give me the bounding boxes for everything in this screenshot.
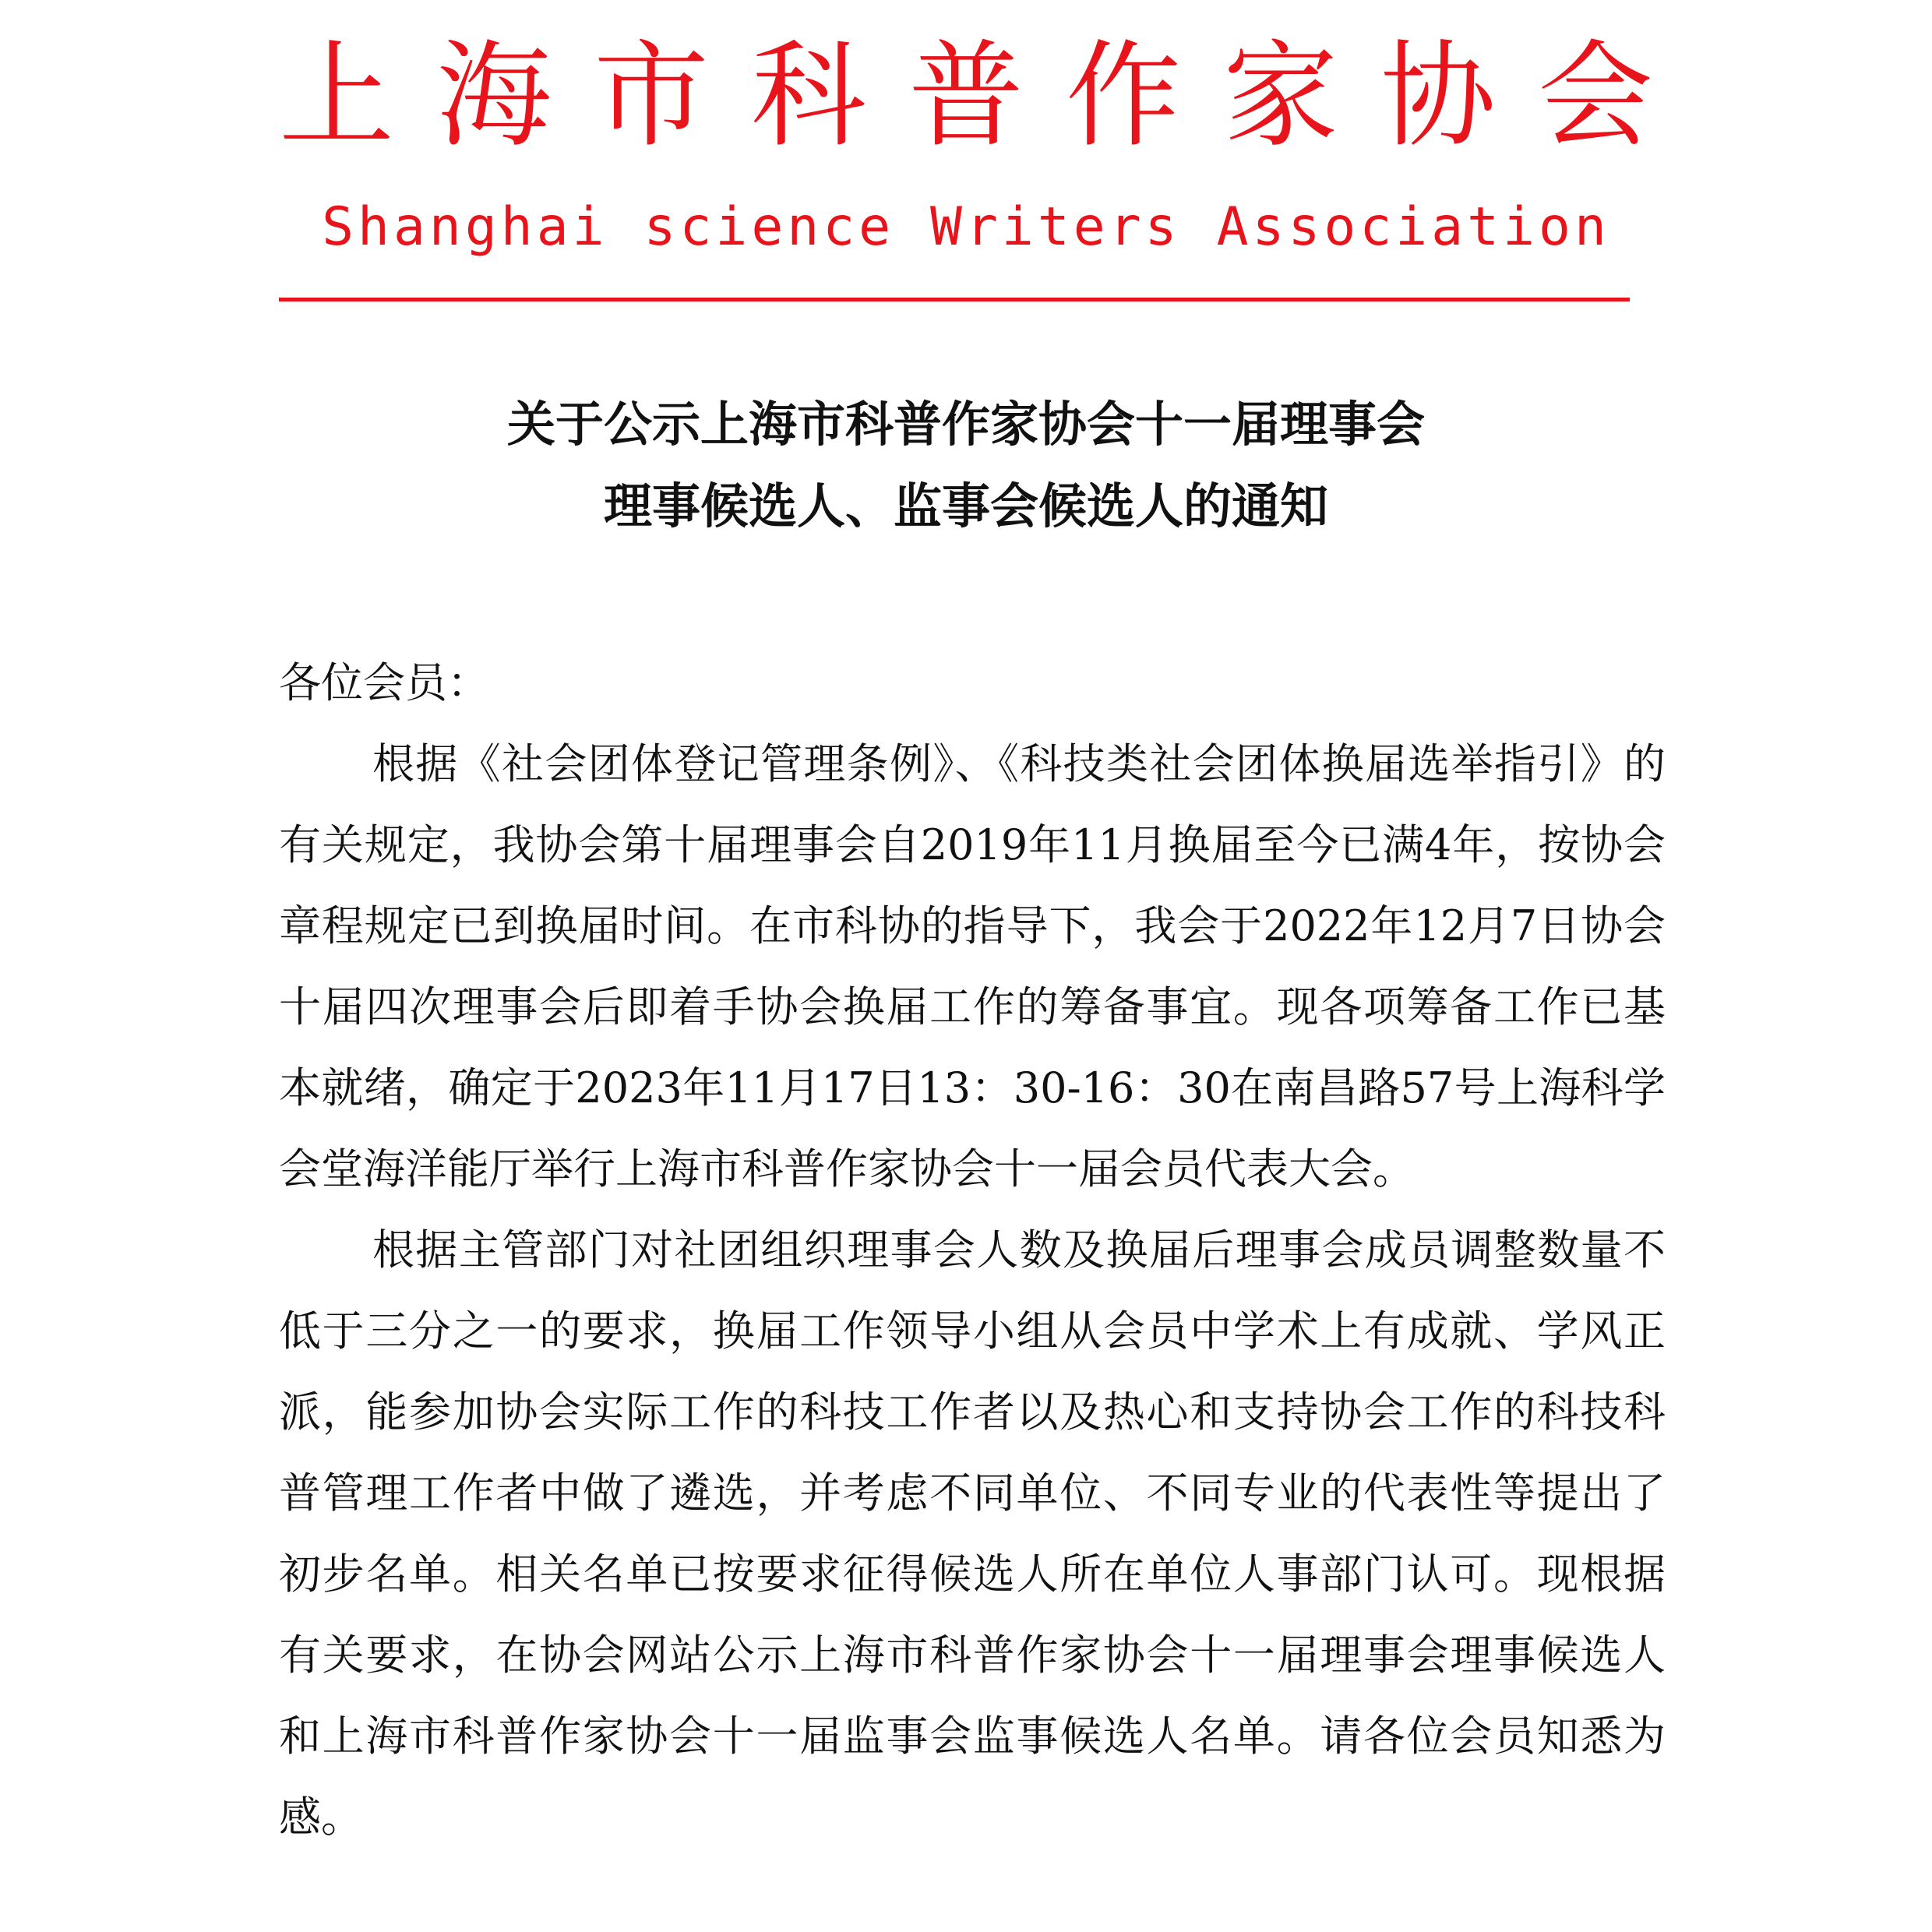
letterhead-divider (279, 298, 1630, 301)
notice-body (279, 643, 1666, 1858)
notice-title-line-1: 关于公示上海市科普作家协会十一届理事会 (506, 396, 1425, 453)
notice-salutation: 各位会员： (279, 658, 489, 707)
notice-paragraph-2: 根据主管部门对社团组织理事会人数及换届后理事会成员调整数量不低于三分之一的要求，换届工作领导小组从会员中学术上有成就、学风正派，能参加协会实际工作的科技工作者以及热心和支持协会工作的科技科普管理工作者中做了遴选，并考虑不同单位、不同专业的代表性等提出了初步名单。相关名单已按要求征得候选人所在单位人事部门认可。现根据有关要求，在协会网站公示上海市科普作家协会十一届理事会理事候选人和上海市科普作家协会十一届监事会监事候选人名单。请各位会员知悉为感。 (279, 1225, 1666, 1842)
notice-title-line-2: 理事候选人、监事会候选人的通知 (603, 478, 1328, 534)
notice-paragraph-1: 根据《社会团体登记管理条例》、《科技类社会团体换届选举指引》的有关规定，我协会第十届理事会自2019年11月换届至今已满4年，按协会章程规定已到换届时间。在市科协的指导下，我会于2022年12月7日协会十届四次理事会后即着手协会换届工作的筹备事宜。现各项筹备工作已基本就绪，确定于2023年11月17日13：30-16：30在南昌路57号上海科学会堂海洋能厅举行上海市科普作家协会十一届会员代表大会。 (279, 739, 1666, 1193)
letterhead-org-name-en: Shanghai science Writers Association (322, 196, 1610, 258)
letterhead-org-name-cn: 上海市科普作家协会 (279, 29, 1695, 163)
